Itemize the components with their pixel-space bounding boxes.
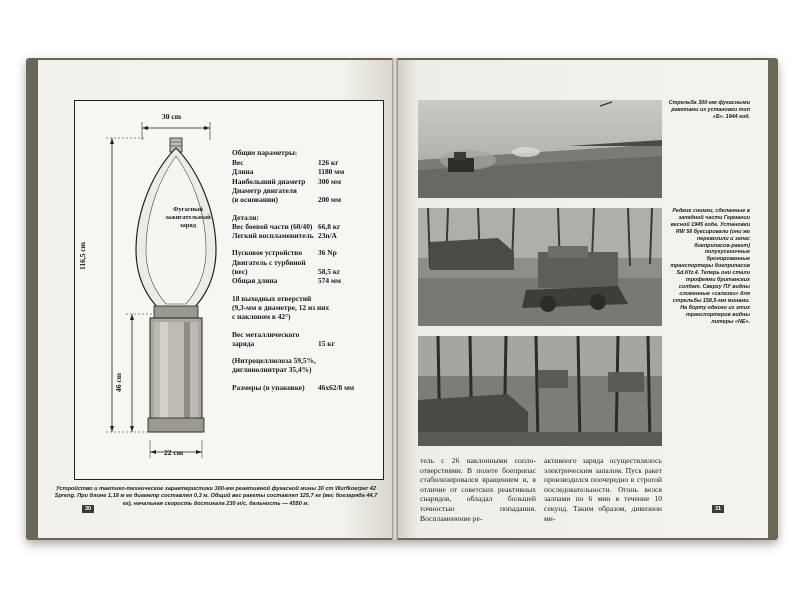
spec-value: 1180 мм	[318, 167, 345, 177]
spec-label: (9,3-мм в диаметре, 12 из них	[232, 302, 330, 312]
dimension-width-bottom: 22 cm	[164, 448, 183, 457]
figure-caption: Устройство и тактико-технические характеристики 300-мм реактивной фугасной мины 30 cm Wurfkoerper 42 Spreng. При длине 1,18 м ее диаметр составлял 0,3 м. Общий вес ракеты составлял 125,7 кг (вес боезаряда 44,7 кг), начальная скорость достигала 230 м/с, дальность — 4550 м.	[54, 486, 378, 507]
photo-halftracks	[418, 208, 662, 326]
page-number-right: 31	[712, 505, 724, 513]
charge-label	[160, 206, 216, 230]
spec-label: Длина	[232, 167, 254, 177]
spec-value: 126 кг	[318, 158, 339, 167]
spec-label: Диаметр двигателя	[232, 185, 297, 195]
body-text-column-right: активного заряда осуществлялось электрическим запалом. Пуск ракет производился поочередно в строгой последовательности. Огонь велся залпами по 6 мин в течение 10 секунд. Таким образом, дивизион ми-	[544, 456, 662, 523]
spec-value: 58,5 кг	[318, 267, 341, 276]
book-spine	[392, 58, 398, 540]
spec-label: Двигатель с турбиной	[232, 257, 306, 267]
specs-title: Общие параметры:	[232, 148, 298, 157]
spec-label: (вес)	[232, 267, 248, 276]
photo-forest-vehicles	[418, 336, 662, 446]
rocket-drawing	[74, 100, 382, 478]
spec-value: 46х62/8 мм	[318, 382, 355, 392]
body-text-column-left: тель с 26 наклонными сопло-отверстиями. В полете боеприпас стабилизировался вращением и, в отличие от советских реактивных снарядов, обладал большей точностью попадания. Воспламенение ре-	[420, 456, 536, 523]
charge-label-line: Фугасный	[173, 206, 203, 213]
photo-rocket-launch	[418, 100, 662, 198]
spec-value: 574 мм	[318, 276, 342, 286]
spec-value: 36 Np	[318, 248, 337, 258]
page-number-left: 30	[82, 505, 94, 513]
photo-caption-halftracks: Редкие снимки, сделанные в западной части Германии весной 1945 года. Установки RW 56 буксировали (они же перевозили и запас боеприпасов-ракет) полугусеничные бронированные транспортеры боеприпасов Sd.Kfz.4. Теперь они стали трофеями британских солдат. Сверху ПУ видны сложенные «салазки» для стрельбы 158,5-мм минами. На борту одного из этих транспортеров видны литеры «NE».	[670, 208, 750, 325]
spec-label: Наибольший диаметр	[232, 176, 306, 186]
spec-value: 200 мм	[318, 195, 342, 205]
dimension-width-top: 30 cm	[162, 112, 181, 121]
spec-label: (Нитроцеллюлоза 59,5%,	[232, 356, 316, 366]
photo-caption-launch: Стрельба 300-мм фугасными ракетами из установки тип «Б». 1944 год.	[668, 100, 750, 120]
spec-label: Легкий воспламенитель	[232, 231, 314, 241]
spec-value: 300 мм	[318, 176, 342, 186]
spec-label: Детали:	[232, 212, 259, 222]
spec-label: Размеры (в упаковке)	[232, 382, 305, 392]
spec-label: Вес металлического	[232, 329, 300, 339]
spec-label: заряда	[232, 338, 255, 348]
spec-label: 18 выходных отверстий	[232, 293, 312, 303]
dimension-height: 116,5 cm	[78, 242, 87, 270]
spec-label: Пусковое устройство	[232, 248, 303, 258]
spec-value: 23n/A	[318, 231, 337, 241]
spec-label: Общая длина	[232, 276, 278, 286]
spec-label: Вес	[232, 158, 244, 167]
charge-label-line: заряд	[179, 222, 196, 229]
spec-label: Вес боевой части (60/40)	[232, 221, 313, 231]
spec-value: 15 кг	[318, 338, 335, 348]
spec-value: 66,8 кг	[318, 221, 341, 231]
spec-label: с наклоном в 42°)	[232, 312, 291, 322]
spec-label: диглинолнитрат 35,4%)	[232, 365, 312, 375]
spec-label: (в основании)	[232, 195, 278, 205]
charge-label-line: зажигательный	[165, 214, 211, 221]
dimension-head-length: 46 cm	[114, 373, 123, 392]
